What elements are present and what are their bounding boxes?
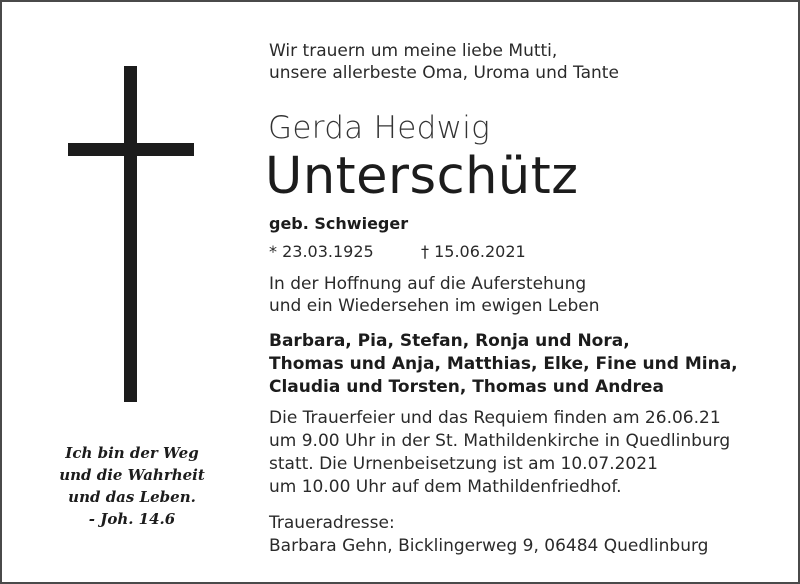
hope-line: und ein Wiedersehen im ewigen Leben bbox=[269, 296, 600, 316]
hope-line: In der Hoffnung auf die Auferstehung bbox=[269, 274, 587, 294]
bible-quote bbox=[42, 442, 222, 530]
intro-line: Wir trauern um meine liebe Mutti, bbox=[269, 41, 558, 61]
address-label: Traueradresse: bbox=[269, 513, 395, 533]
quote-source: - Joh. 14.6 bbox=[88, 510, 176, 528]
deceased-first-names: Gerda Hedwig bbox=[268, 110, 491, 146]
mourners-line: Claudia und Torsten, Thomas und Andrea bbox=[269, 377, 664, 397]
death-date: † 15.06.2021 bbox=[421, 242, 526, 261]
mourners-line: Barbara, Pia, Stefan, Ronja und Nora, bbox=[269, 331, 630, 351]
ceremony-line: statt. Die Urnenbeisetzung ist am 10.07.2021 bbox=[269, 454, 658, 474]
maiden-name: geb. Schwieger bbox=[269, 214, 409, 233]
intro-line: unsere allerbeste Oma, Uroma und Tante bbox=[269, 63, 619, 83]
deceased-surname: Unterschütz bbox=[265, 147, 579, 206]
ceremony-line: um 10.00 Uhr auf dem Mathildenfriedhof. bbox=[269, 477, 622, 497]
ceremony-line: um 9.00 Uhr in der St. Mathildenkirche in Quedlinburg bbox=[269, 431, 731, 451]
cross-icon bbox=[68, 66, 194, 402]
mourning-address: Barbara Gehn, Bicklingerweg 9, 06484 Quedlinburg bbox=[269, 536, 709, 556]
ceremony-line: Die Trauerfeier und das Requiem finden am 26.06.21 bbox=[269, 408, 721, 428]
quote-line: Ich bin der Weg bbox=[65, 444, 199, 462]
quote-line: und die Wahrheit bbox=[59, 466, 205, 484]
quote-line: und das Leben. bbox=[68, 488, 196, 506]
mourners-line: Thomas und Anja, Matthias, Elke, Fine und Mina, bbox=[269, 354, 738, 374]
cross-vertical-beam bbox=[124, 66, 137, 402]
birth-date: * 23.03.1925 bbox=[269, 242, 374, 261]
cross-horizontal-beam bbox=[68, 143, 194, 156]
